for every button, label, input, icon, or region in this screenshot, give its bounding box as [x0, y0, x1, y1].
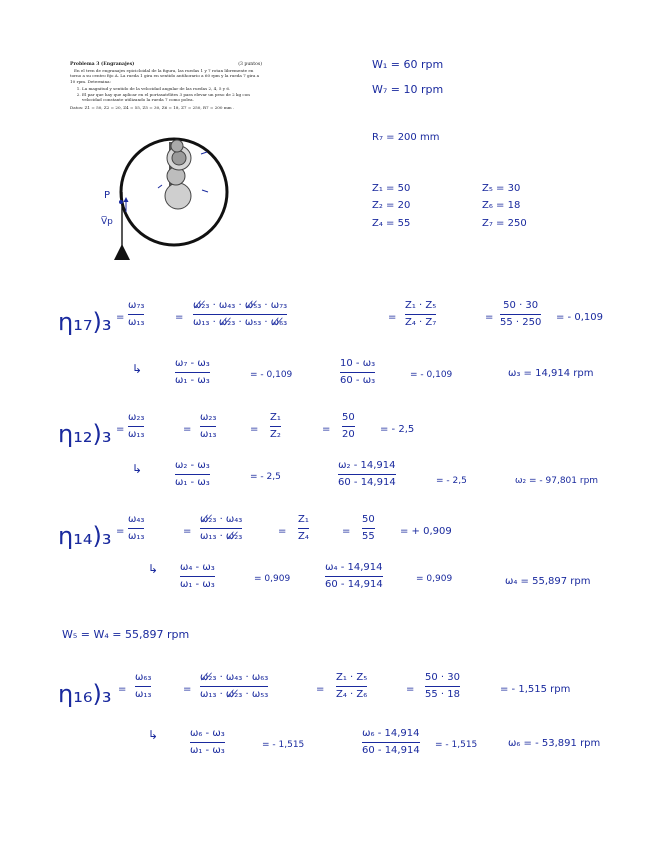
equals-sign: =	[118, 684, 127, 695]
equals-sign: =	[388, 312, 397, 323]
sun-gear-1	[165, 183, 191, 209]
given-z6: Z₆ = 18	[482, 200, 521, 211]
equals-sign: =	[116, 526, 125, 537]
fraction: ω̸₂̸₃ · ω₄₃ · ω₆₃ ω₁₃ · ω̸₂̸₃ · ω₅₃	[200, 672, 269, 700]
problem-item: 2. El par que hay que aplicar en el portasatélites 3 para elevar un peso de 2 kg con velocidad constante utilizando la rueda 7 como polea.	[82, 92, 262, 103]
fraction: Z₁ Z₂	[270, 412, 281, 440]
equals-sign: =	[316, 684, 325, 695]
result: = - 1,515 rpm	[500, 684, 571, 695]
equals-sign: =	[183, 424, 192, 435]
equals-sign: =	[116, 312, 125, 323]
result: = - 1,515	[435, 740, 478, 750]
problem-data: Datos: Z1 = 50, Z2 = 20, Z4 = 55, Z5 = 30, Z6 = 18, Z7 = 250, R7 = 200 mm .	[70, 105, 235, 111]
equals-sign: =	[116, 424, 125, 435]
fraction: ω̸₂̸₃ · ω₄₃ ω₁₃ · ω̸₂̸₃	[200, 514, 243, 542]
equals-sign: =	[175, 312, 184, 323]
result: = - 0,109	[250, 370, 293, 380]
problem-header	[70, 62, 262, 67]
velocity-arrowhead	[124, 197, 129, 202]
problem-statement	[70, 62, 262, 111]
fraction: ω₇₃ ω₁₃	[128, 300, 145, 328]
fraction: 10 - ω₃ 60 - ω₃	[340, 358, 376, 386]
given-z5: Z₅ = 30	[482, 183, 521, 194]
answer-w6: ω₆ = - 53,891 rpm	[508, 738, 601, 749]
equals-sign: =	[406, 684, 415, 695]
result: = 0,909	[416, 574, 453, 584]
eta-14: η₁₄)₃	[58, 522, 112, 550]
given-w1: W₁ = 60 rpm	[372, 58, 444, 71]
fraction: ω₄₃ ω₁₃	[128, 514, 145, 542]
fraction: ω₆₃ ω₁₃	[135, 672, 152, 700]
equals-sign: =	[278, 526, 287, 537]
fraction: 50 55	[362, 514, 375, 542]
rotation-arrow-1	[201, 152, 207, 154]
result: = - 1,515	[262, 740, 305, 750]
given-z4: Z₄ = 55	[372, 218, 411, 229]
equals-sign: =	[485, 312, 494, 323]
problem-title: Problema 3 (Engranajes)	[70, 62, 135, 67]
answer-w2: ω₂ = - 97,801 rpm	[515, 476, 599, 486]
given-w7: W₇ = 10 rpm	[372, 83, 444, 96]
problem-points: (3 puntos)	[238, 62, 262, 67]
hook-arrow: ↳	[148, 562, 159, 576]
fraction: Z₁ Z₄	[298, 514, 309, 542]
hook-arrow: ↳	[132, 462, 143, 476]
problem-item: 1. La magnitud y sentido de la velocidad angular de las ruedas 2, 4, 5 y 6.	[82, 86, 262, 91]
result: = - 2,5	[380, 424, 415, 435]
fraction: ω₆ - ω₃ ω₁ - ω₃	[190, 728, 225, 756]
fraction: ω₇ - ω₃ ω₁ - ω₃	[175, 358, 210, 386]
eta-12: η₁₂)₃	[58, 420, 112, 448]
hook-arrow: ↳	[148, 728, 159, 742]
fraction: ω₄ - 14,914 60 - 14,914	[325, 562, 383, 590]
fraction: Z₁ · Z₅ Z₄ · Z₇	[405, 300, 437, 328]
given-z7: Z₇ = 250	[482, 218, 527, 229]
planet-gear-6	[171, 140, 183, 152]
label-p: P	[104, 190, 111, 201]
fraction: ω̸₂̸₃ · ω₄₃ · ω̸₅̸₃ · ω₇₃ ω₁₃ · ω̸₂̸₃ · ω₅₃ · ω̸₆̸₃	[193, 300, 288, 328]
fraction: ω₂₃ ω₁₃	[200, 412, 217, 440]
result: = - 2,5	[250, 472, 281, 482]
answer-w3: ω₃ = 14,914 rpm	[508, 368, 594, 379]
given-r7: R₇ = 200 mm	[372, 132, 440, 143]
hook-arrow: ↳	[132, 362, 143, 376]
fraction: ω₄ - ω₃ ω₁ - ω₃	[180, 562, 215, 590]
fraction: Z₁ · Z₅ Z₄ · Z₆	[336, 672, 368, 700]
result: = - 2,5	[436, 476, 467, 486]
label-vp: V̅p	[101, 217, 113, 227]
rotation-arrow-3	[158, 185, 162, 188]
equals-sign: =	[183, 526, 192, 537]
fraction: ω₂ - ω₃ ω₁ - ω₃	[175, 460, 210, 488]
answer-w5: W₅ = W₄ = 55,897 rpm	[62, 628, 190, 641]
given-z2: Z₂ = 20	[372, 200, 411, 211]
weight	[114, 244, 130, 260]
problem-items	[70, 86, 262, 102]
eta-16: η₁₆)₃	[58, 680, 112, 708]
fraction: ω₆ - 14,914 60 - 14,914	[362, 728, 420, 756]
fraction: ω₂₃ ω₁₃	[128, 412, 145, 440]
equals-sign: =	[322, 424, 331, 435]
result: = 0,909	[254, 574, 291, 584]
fraction: 50 · 30 55 · 18	[425, 672, 460, 700]
fraction: ω₂ - 14,914 60 - 14,914	[338, 460, 396, 488]
equals-sign: =	[250, 424, 259, 435]
result: = - 0,109	[410, 370, 453, 380]
equals-sign: =	[183, 684, 192, 695]
rotation-arrow-2	[202, 190, 208, 192]
answer-w4: ω₄ = 55,897 rpm	[505, 576, 591, 587]
gear-train-figure	[98, 132, 248, 264]
fraction: 50 · 30 55 · 250	[500, 300, 542, 328]
equals-sign: =	[342, 526, 351, 537]
fraction: 50 20	[342, 412, 355, 440]
eta-17: η₁₇)₃	[58, 308, 112, 336]
point-p	[119, 200, 123, 204]
result: = - 0,109	[556, 312, 603, 323]
given-z1: Z₁ = 50	[372, 183, 411, 194]
planet-gear-5	[172, 151, 186, 165]
problem-intro: En el tren de engranajes epicicloidal de la figura, las ruedas 1 y 7 rotan libremente en torno a su centro fijo A. La rueda 1 gira en sentido antihorario a 60 rpm y la rueda 7 gira a 10 rpm. Determina:	[70, 68, 260, 84]
result: = + 0,909	[400, 526, 452, 537]
